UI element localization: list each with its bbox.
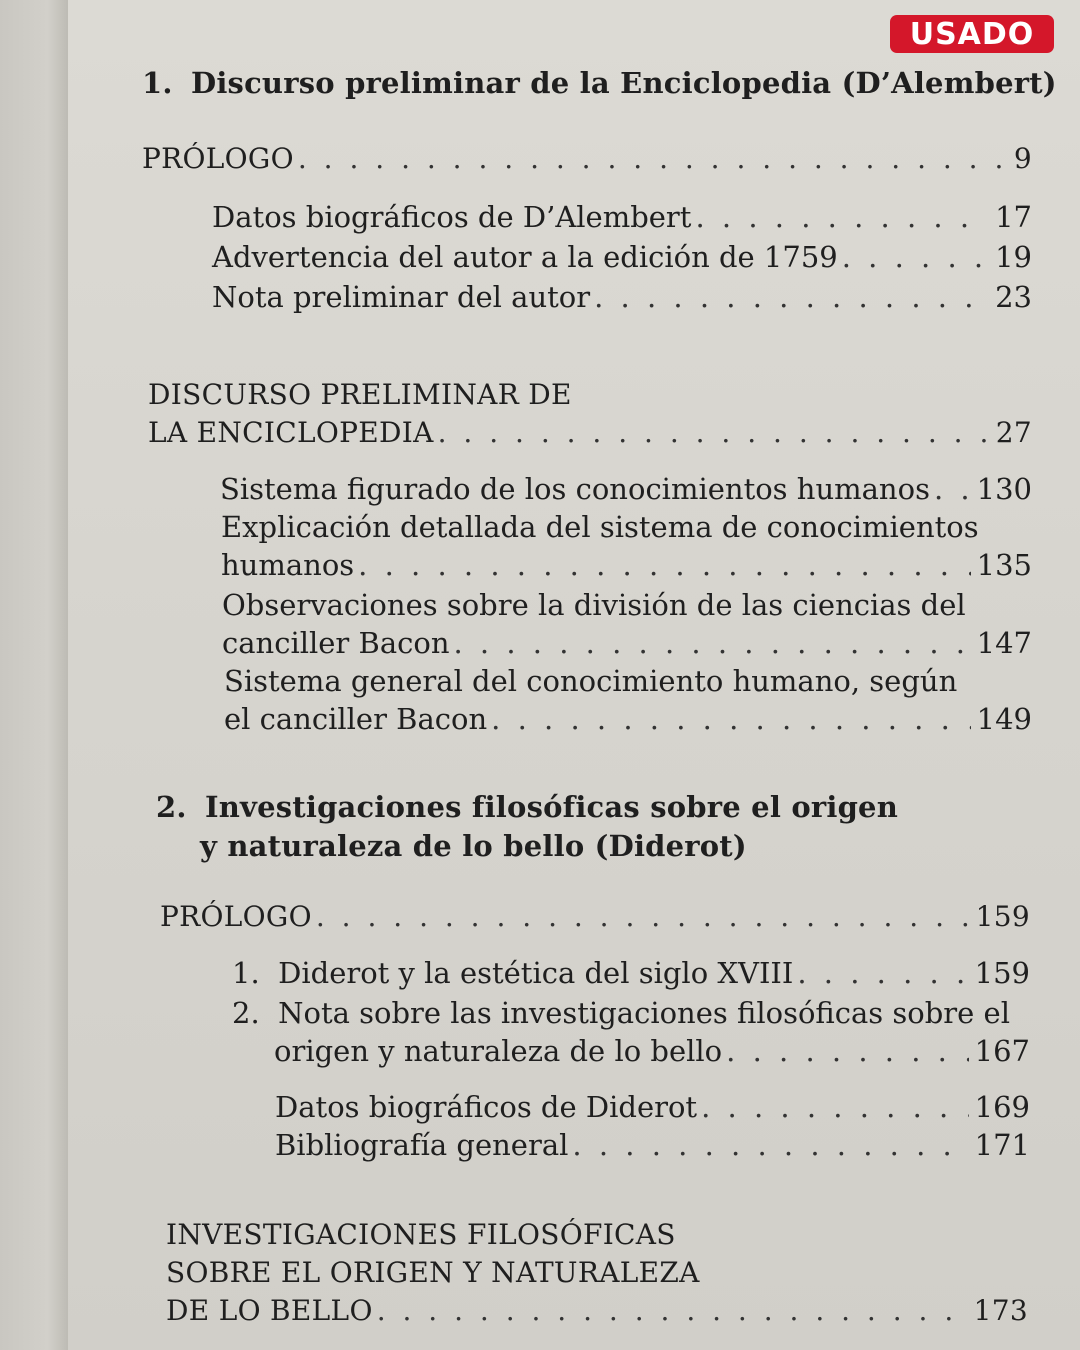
toc-entry-label-line: INVESTIGACIONES FILOSÓFICAS	[166, 1218, 676, 1251]
toc-page-number: 27	[995, 416, 1032, 449]
toc-page-number: 171	[974, 1128, 1030, 1162]
toc-entry-prologo-2[interactable]	[160, 900, 1030, 933]
toc-entry[interactable]	[222, 626, 1032, 660]
toc-entry-label: PRÓLOGO	[142, 142, 294, 175]
toc-page-number: 130	[976, 472, 1032, 506]
toc-page-number: 167	[974, 1034, 1030, 1068]
leader-dots	[377, 1294, 968, 1327]
section-2-title-line-2: y naturaleza de lo bello (Diderot)	[200, 829, 747, 863]
toc-entry-prologo-1[interactable]	[142, 142, 1032, 175]
toc-page-number: 149	[976, 702, 1032, 736]
leader-dots	[695, 200, 989, 234]
toc-entry-label: LA ENCICLOPEDIA	[148, 416, 434, 449]
toc-entry[interactable]	[274, 1034, 1030, 1068]
toc-page-number: 17	[995, 200, 1032, 234]
toc-entry[interactable]	[212, 280, 1032, 314]
condition-badge: USADO	[890, 15, 1054, 53]
leader-dots	[438, 416, 990, 449]
toc-entry-label: Datos biográficos de Diderot	[275, 1090, 698, 1124]
toc-entry-label-line: Explicación detallada del sistema de conocimientos	[221, 510, 979, 544]
item-number: 1.	[232, 956, 260, 990]
toc-entry[interactable]	[275, 1128, 1030, 1162]
leader-dots	[797, 956, 968, 990]
toc-entry-label-line: Observaciones sobre la división de las ciencias del	[222, 588, 966, 622]
toc-entry-label: DE LO BELLO	[166, 1294, 373, 1327]
item-text: Nota sobre las investigaciones filosóficas sobre el	[278, 996, 1010, 1030]
section-2-heading	[156, 790, 898, 824]
toc-entry-label: PRÓLOGO	[160, 900, 312, 933]
toc-entry-label: Advertencia del autor a la edición de 1759	[212, 240, 838, 274]
leader-dots	[594, 280, 989, 314]
toc-entry-label: Nota preliminar del autor	[212, 280, 591, 314]
toc-entry[interactable]	[221, 548, 1032, 582]
item-number: 2.	[232, 996, 260, 1030]
toc-entry-label: Sistema figurado de los conocimientos humanos	[220, 472, 930, 506]
toc-entry[interactable]	[212, 200, 1032, 234]
leader-dots	[726, 1034, 969, 1068]
leader-dots	[298, 142, 1008, 175]
toc-page-number: 9	[1013, 142, 1032, 175]
book-spine-edge	[0, 0, 68, 1350]
leader-dots	[572, 1128, 968, 1162]
toc-entry-label: Datos biográficos de D’Alembert	[212, 200, 692, 234]
section-2-number: 2.	[156, 790, 187, 824]
leader-dots	[934, 472, 971, 506]
toc-page-number: 159	[974, 956, 1030, 990]
toc-entry-label-line: Sistema general del conocimiento humano, según	[224, 664, 958, 698]
toc-entry-label-line: DISCURSO PRELIMINAR DE	[148, 378, 572, 411]
leader-dots	[842, 240, 989, 274]
toc-entry[interactable]	[212, 240, 1032, 274]
toc-page-number: 23	[995, 280, 1032, 314]
toc-page-number: 135	[976, 548, 1032, 582]
toc-entry[interactable]	[232, 956, 1030, 990]
toc-entry-investigaciones[interactable]	[166, 1294, 1028, 1327]
toc-page-number: 147	[976, 626, 1032, 660]
section-1-title: Discurso preliminar de la Enciclopedia (D’Alembert)	[190, 66, 1057, 100]
toc-entry[interactable]	[275, 1090, 1030, 1124]
toc-page-number: 169	[974, 1090, 1030, 1124]
toc-entry-label: el canciller Bacon	[224, 702, 488, 736]
toc-page-number: 159	[975, 900, 1030, 933]
toc-entry-discurso[interactable]	[148, 416, 1032, 449]
toc-entry-label: canciller Bacon	[222, 626, 450, 660]
leader-dots	[358, 548, 970, 582]
section-1-number: 1.	[142, 66, 173, 100]
toc-entry[interactable]	[220, 472, 1032, 506]
toc-page-number: 19	[995, 240, 1032, 274]
toc-entry-label	[232, 956, 793, 990]
section-2-title-line-1: Investigaciones filosóficas sobre el origen	[204, 790, 898, 824]
toc-entry-label-line	[232, 996, 1010, 1030]
leader-dots	[316, 900, 970, 933]
toc-page-number: 173	[973, 1294, 1028, 1327]
section-1-heading	[142, 66, 1057, 100]
toc-entry-label: humanos	[221, 548, 355, 582]
leader-dots	[701, 1090, 969, 1124]
leader-dots	[454, 626, 971, 660]
leader-dots	[491, 702, 970, 736]
item-text: Diderot y la estética del siglo XVIII	[278, 956, 794, 990]
toc-entry-label: origen y naturaleza de lo bello	[274, 1034, 723, 1068]
toc-entry-label-line: SOBRE EL ORIGEN Y NATURALEZA	[166, 1256, 700, 1289]
toc-entry-label: Bibliografía general	[275, 1128, 569, 1162]
toc-entry[interactable]	[224, 702, 1032, 736]
